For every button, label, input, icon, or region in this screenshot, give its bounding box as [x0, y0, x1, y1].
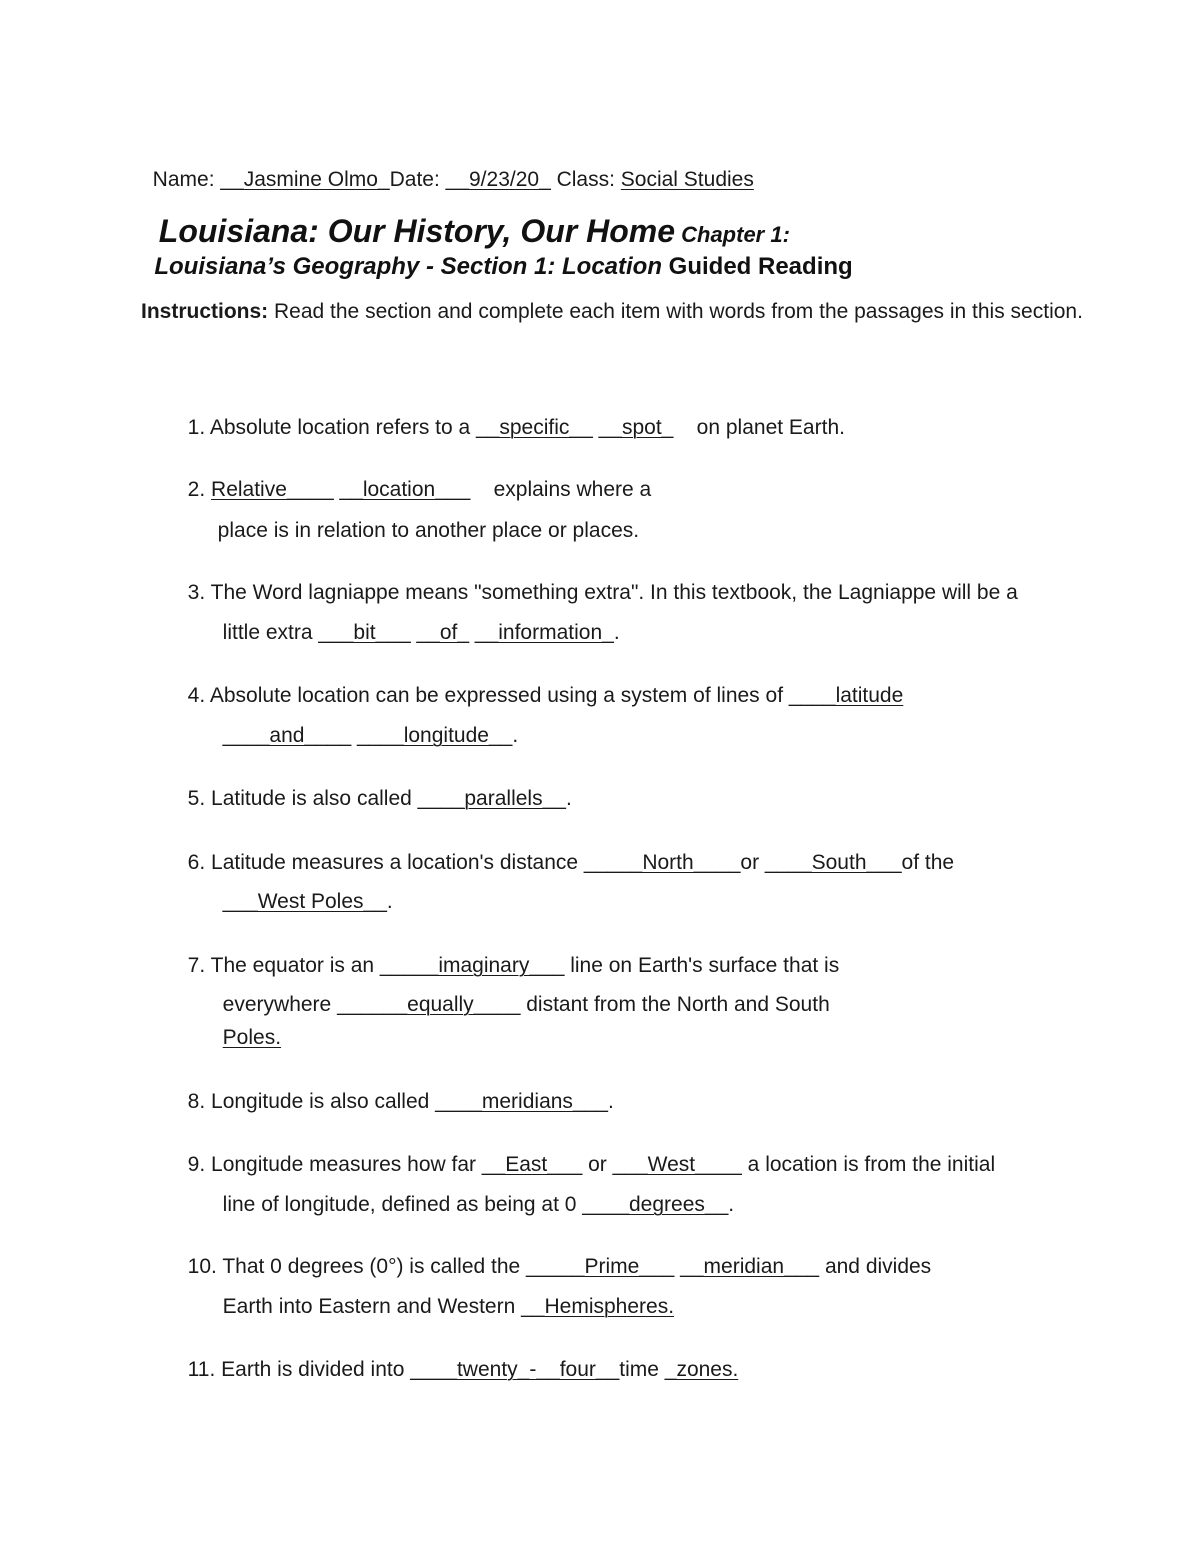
q3-text: 3. The Word lagniappe means "something extra". In this textbook, the Lagniappe will be a [187, 581, 1018, 604]
q2-text: 2. [187, 478, 212, 501]
instructions-text: Read the section and complete each item with words from the passages in this section. [268, 300, 1083, 323]
q6-blank-1: _____North____ [583, 851, 741, 874]
q5-text: 5. Latitude is also called [187, 787, 418, 810]
q10-blank-2: __meridian___ [680, 1255, 820, 1278]
q2-tail: explains where a [470, 478, 652, 501]
q1-blank-1: __specific__ [476, 416, 593, 439]
name-label: Name: [152, 168, 221, 191]
q11-sep: time [619, 1358, 665, 1381]
q8-text: 8. Longitude is also called [187, 1090, 436, 1113]
q9-tail-2: . [728, 1193, 735, 1216]
q11-blank-1: ____twenty_- [410, 1358, 537, 1381]
q1-blank-2: __spot_ [598, 416, 674, 439]
question-6-line-2 [211, 866, 393, 914]
q9-blank-3: ____degrees__ [582, 1193, 729, 1216]
question-7-line-2 [211, 969, 830, 1017]
subtitle-tail: Guided Reading [662, 253, 853, 280]
q5-tail: . [565, 787, 572, 810]
q11-text: 11. Earth is divided into [187, 1358, 411, 1381]
date-value: __9/23/20_ [445, 168, 551, 191]
q3-text-2: little extra [222, 621, 319, 644]
instructions-label: Instructions: [141, 300, 269, 323]
question-11 [176, 1334, 738, 1382]
q3-blank-3: __information_ [474, 621, 614, 644]
q10-text-2: Earth into Eastern and Western [222, 1295, 522, 1318]
q10-blank-3: __Hemispheres. [521, 1295, 675, 1318]
class-value: Social Studies [620, 168, 754, 191]
q4-tail: . [512, 724, 519, 747]
class-label: Class: [550, 168, 621, 191]
q6-blank-3: ___West Poles__ [222, 890, 387, 913]
q7-text: 7. The equator is an [187, 954, 380, 977]
name-value: __Jasmine Olmo_ [220, 168, 390, 191]
q2-text-2: place is in relation to another place or places. [217, 519, 640, 542]
q4-blank-1: ____latitude [788, 684, 904, 707]
q10-tail: and divides [819, 1255, 932, 1278]
q3-blank-1: ___bit___ [318, 621, 411, 644]
question-7-line-3 [211, 1002, 281, 1050]
title-main: Louisiana: Our History, Our Home [158, 213, 675, 249]
q4-blank-2: ____and____ [222, 724, 352, 747]
question-9-line-2 [211, 1169, 734, 1217]
q7-tail-2: distant from the North and South [520, 993, 830, 1016]
q10-text: 10. That 0 degrees (0°) is called the [187, 1255, 527, 1278]
q1-tail: on planet Earth. [673, 416, 845, 439]
q6-blank-2: ____South___ [764, 851, 902, 874]
q8-blank-1: ____meridians___ [435, 1090, 608, 1113]
q3-blank-2: __of_ [416, 621, 470, 644]
question-1 [176, 392, 845, 440]
q7-blank-3: Poles. [222, 1026, 282, 1049]
q8-tail: . [607, 1090, 614, 1113]
q6-sep: or [740, 851, 765, 874]
question-5 [176, 763, 572, 811]
q7-text-2: everywhere [222, 993, 338, 1016]
q9-sep: or [582, 1153, 613, 1176]
q4-blank-3: ____longitude__ [357, 724, 513, 747]
page-subtitle [141, 225, 853, 281]
q6-text: 6. Latitude measures a location's distance [187, 851, 584, 874]
q5-blank-1: ____parallels__ [417, 787, 566, 810]
q2-blank-1: Relative____ [211, 478, 334, 501]
q9-text: 9. Longitude measures how far [187, 1153, 482, 1176]
instructions [141, 295, 1121, 328]
q9-blank-2: ___West____ [612, 1153, 742, 1176]
q10-blank-1: _____Prime___ [526, 1255, 675, 1278]
q11-blank-3: _zones. [664, 1358, 739, 1381]
q6-tail: of the [901, 851, 955, 874]
q9-text-2: line of longitude, defined as being at 0 [222, 1193, 583, 1216]
title-chapter: Chapter 1: [675, 222, 790, 247]
q1-text: 1. Absolute location refers to a [187, 416, 477, 439]
question-3-line-2 [211, 597, 620, 645]
question-4-line-2 [211, 700, 518, 748]
q11-blank-2: __four__ [536, 1358, 620, 1381]
subtitle-section: Louisiana’s Geography - Section 1: Location [154, 253, 662, 280]
q7-blank-2: ______equally____ [337, 993, 521, 1016]
q6-tail-2: . [386, 890, 393, 913]
q3-tail: . [613, 621, 620, 644]
q7-tail: line on Earth's surface that is [564, 954, 840, 977]
q4-text: 4. Absolute location can be expressed using a system of lines of [187, 684, 789, 707]
date-label: Date: [389, 168, 446, 191]
q7-blank-1: _____imaginary___ [379, 954, 565, 977]
q9-tail: a location is from the initial [741, 1153, 996, 1176]
question-8 [176, 1066, 614, 1114]
question-10-line-2 [211, 1271, 674, 1319]
question-2-line-2 [206, 495, 639, 543]
q9-blank-1: __East___ [481, 1153, 583, 1176]
q2-blank-2: __location___ [339, 478, 471, 501]
